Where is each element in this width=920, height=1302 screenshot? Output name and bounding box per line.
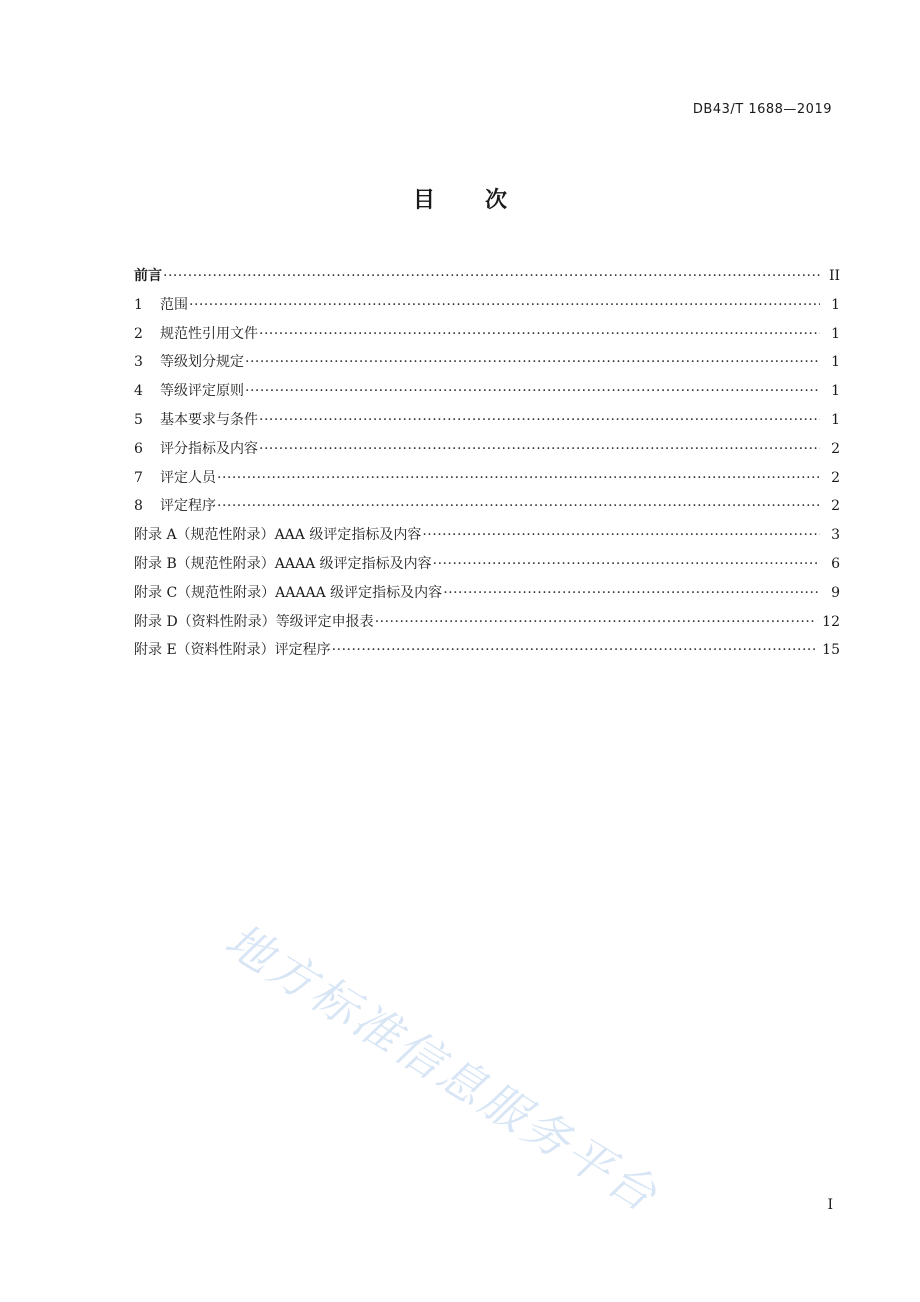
- toc-dot-leader: [259, 406, 820, 435]
- toc-entry-page: 6: [831, 555, 840, 572]
- toc-entry-basic-requirements[interactable]: [134, 406, 840, 435]
- toc-entry-appendix-b[interactable]: [134, 550, 840, 579]
- toc-entry-label: 基本要求与条件: [160, 411, 258, 428]
- toc-entry-label: 等级评定申报表: [275, 613, 374, 630]
- toc-entry-page: II: [828, 268, 840, 284]
- toc-entry-number: 4: [134, 383, 143, 400]
- toc-entry-appendix-e[interactable]: [134, 636, 840, 665]
- toc-entry-label: 评分指标及内容: [160, 440, 258, 457]
- toc-entry-page: 1: [831, 296, 840, 313]
- toc-entry-page: 1: [831, 325, 840, 342]
- toc-entry-appendix-prefix: 附录 B（规范性附录）: [134, 555, 275, 572]
- toc-entry-label: 评定人员: [160, 469, 216, 486]
- watermark-text: 地方标准信息服务平台: [216, 912, 669, 1224]
- toc-entry-label: AAAAA 级评定指标及内容: [275, 584, 443, 601]
- toc-entry-label: AAA 级评定指标及内容: [274, 527, 422, 544]
- toc-entry-label: 评定程序: [160, 498, 216, 515]
- toc-dot-leader: [189, 291, 820, 320]
- toc-dot-leader: [245, 377, 820, 406]
- toc-dot-leader: [217, 464, 820, 493]
- toc-entry-page: 15: [822, 642, 840, 659]
- toc-entry-page: 2: [831, 498, 840, 515]
- document-code: DB43/T 1688—2019: [692, 102, 832, 117]
- toc-dot-leader: [245, 348, 820, 377]
- toc-entry-appendix-prefix: 附录 E（资料性附录）: [134, 642, 275, 659]
- toc-entry-number: 7: [134, 469, 143, 486]
- toc-dot-leader: [375, 608, 816, 637]
- toc-entry-appendix-prefix: 附录 D（资料性附录）: [134, 613, 276, 630]
- toc-entry-number: 3: [134, 354, 143, 371]
- toc-dot-leader: [433, 550, 820, 579]
- toc-entry-label: 规范性引用文件: [160, 325, 258, 342]
- toc-entry-label: 前言: [134, 268, 162, 284]
- toc-title-char-2: 次: [485, 188, 508, 213]
- toc-entry-page: 12: [822, 613, 840, 630]
- toc-entry-appendix-c[interactable]: [134, 579, 840, 608]
- toc-entry-number: 6: [134, 440, 143, 457]
- toc-entry-page: 1: [831, 383, 840, 400]
- toc-entry-evaluators[interactable]: [134, 464, 840, 493]
- toc-entry-number: 8: [134, 498, 143, 515]
- toc-list: [134, 262, 840, 665]
- toc-entry-number: 2: [134, 325, 143, 342]
- toc-entry-number: 1: [134, 296, 143, 313]
- toc-entry-normative-references[interactable]: [134, 320, 840, 349]
- toc-entry-foreword[interactable]: [134, 262, 840, 291]
- toc-dot-leader: [259, 320, 820, 349]
- toc-dot-leader: [332, 636, 817, 665]
- toc-entry-appendix-a[interactable]: [134, 521, 840, 550]
- toc-entry-label: 评定程序: [274, 642, 331, 659]
- toc-entry-evaluation-procedure[interactable]: [134, 492, 840, 521]
- toc-entry-grade-division[interactable]: [134, 348, 840, 377]
- toc-entry-scope[interactable]: [134, 291, 840, 320]
- toc-entry-appendix-prefix: 附录 C（规范性附录）: [134, 584, 276, 601]
- toc-entry-evaluation-principles[interactable]: [134, 377, 840, 406]
- toc-entry-page: 1: [831, 354, 840, 371]
- toc-dot-leader: [163, 262, 820, 291]
- toc-entry-page: 2: [831, 469, 840, 486]
- toc-entry-number: 5: [134, 411, 143, 428]
- toc-entry-appendix-d[interactable]: [134, 608, 840, 637]
- toc-entry-label: AAAA 级评定指标及内容: [274, 555, 432, 572]
- toc-dot-leader: [217, 492, 820, 521]
- toc-entry-label: 等级评定原则: [160, 383, 244, 400]
- toc-entry-page: 9: [831, 584, 840, 601]
- toc-entry-label: 范围: [160, 296, 188, 313]
- toc-title: [0, 183, 920, 214]
- toc-entry-scoring-indicators[interactable]: [134, 435, 840, 464]
- toc-entry-page: 3: [831, 527, 840, 544]
- page-number: I: [827, 1197, 833, 1213]
- toc-title-char-1: 目: [412, 188, 435, 213]
- toc-dot-leader: [443, 579, 820, 608]
- toc-entry-page: 2: [831, 440, 840, 457]
- toc-entry-page: 1: [831, 411, 840, 428]
- toc-dot-leader: [259, 435, 820, 464]
- toc-dot-leader: [422, 521, 820, 550]
- toc-entry-label: 等级划分规定: [160, 354, 244, 371]
- toc-entry-appendix-prefix: 附录 A（规范性附录）: [134, 527, 275, 544]
